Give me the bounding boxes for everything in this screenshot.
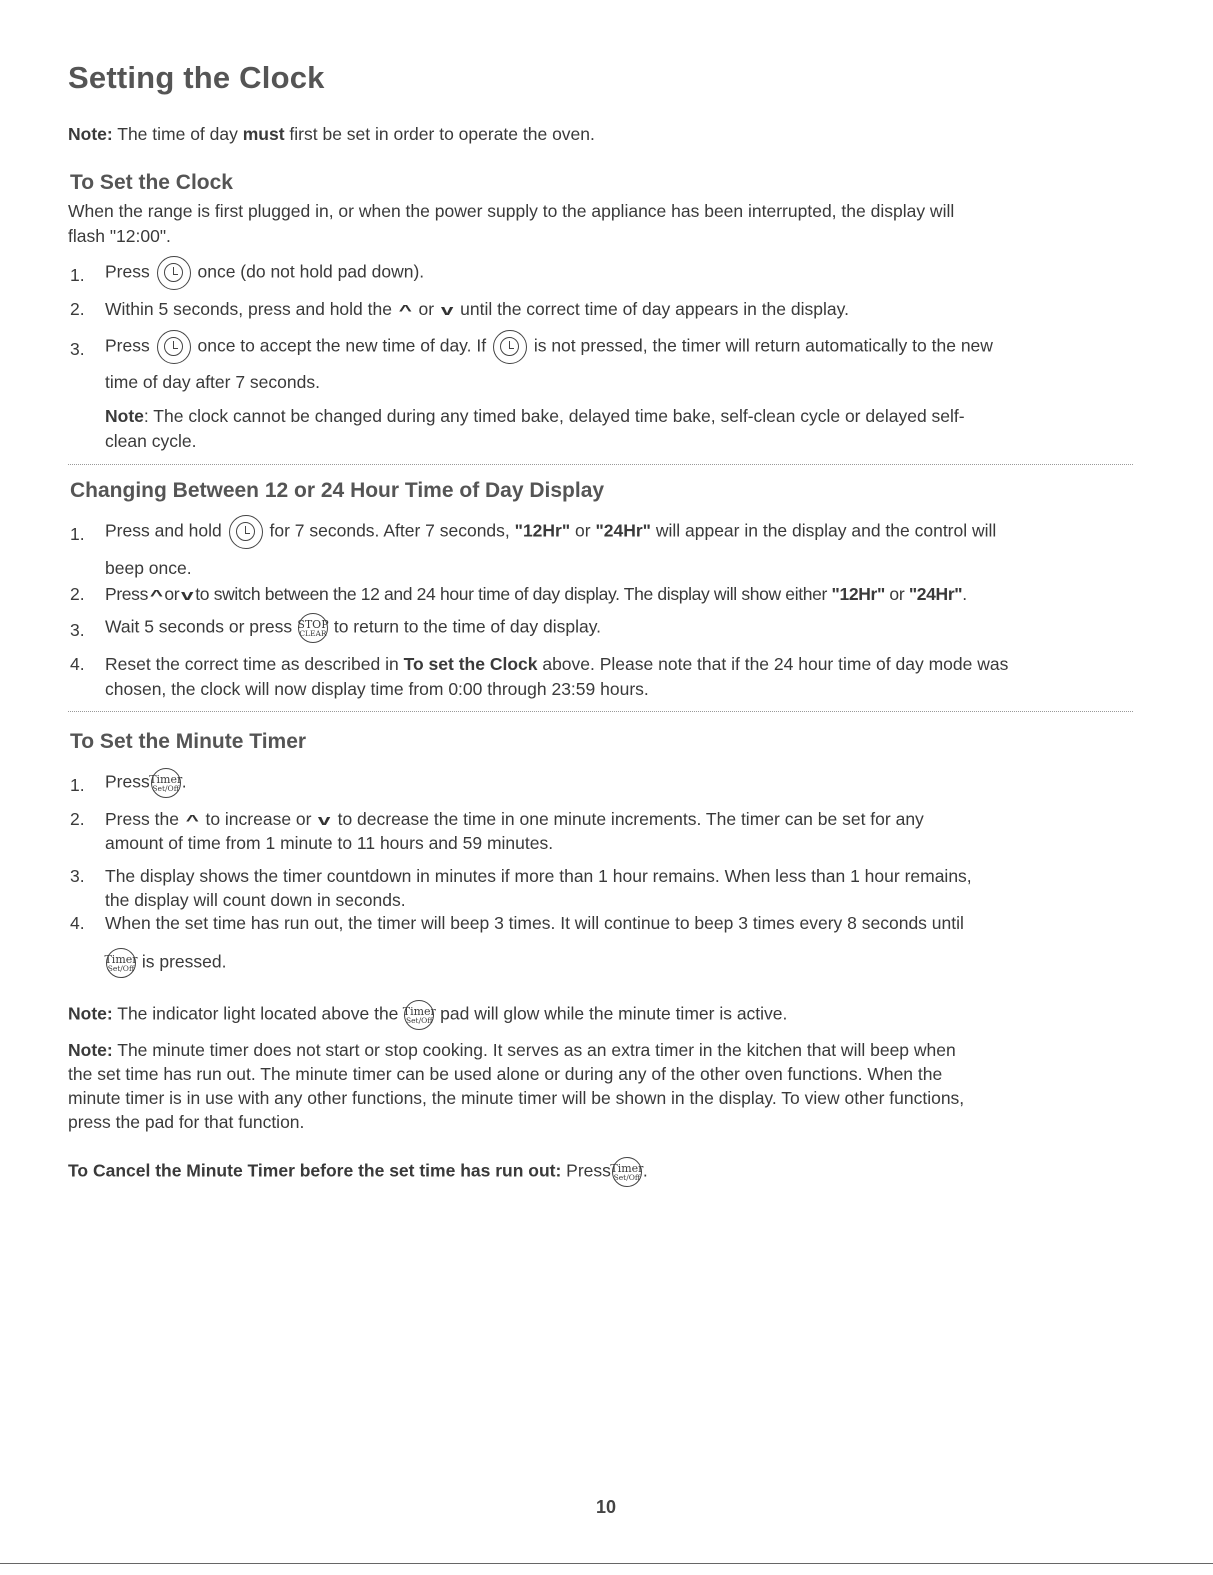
set-clock-step-3-cont: time of day after 7 seconds. [105,372,320,392]
down-arrow-icon: v [318,812,331,829]
clock-pad-icon [157,256,191,290]
stop-clear-pad-icon: STOP CLEAR [298,613,328,643]
set-clock-step-1: Press once (do not hold pad down). [105,256,1135,290]
page-number: 10 [596,1497,617,1517]
note-label: Note: [68,124,113,144]
changing-step-4-cont: chosen, the clock will now display time from 0:00 through 23:59 hours. [105,679,649,699]
changing-step-1-cont: beep once. [105,558,192,578]
timer-pad-icon: Timer Set/Off [106,948,136,978]
changing-step-2: Press ^ or v to switch between the 12 and 24 hour time of day display. The display will show either "12Hr" or "24Hr". [105,582,1145,608]
timer-pad-icon: Timer Set/Off [404,1000,434,1030]
timer-step-4-line2: Timer Set/Off is pressed. [105,948,1135,978]
timer-note-2-line4: press the pad for that function. [68,1112,305,1132]
timer-pad-icon: Timer Set/Off [151,768,181,798]
cancel-timer-instruction: To Cancel the Minute Timer before the set time has run out: Press Timer Set/Off . [68,1157,1138,1187]
clock-pad-icon [157,330,191,364]
down-arrow-icon: v [181,587,194,604]
timer-note-2-line3: minute timer is in use with any other functions, the minute timer will be shown in the display. To view other functions, [68,1088,965,1108]
timer-note-1: Note: The indicator light located above the Timer Set/Off pad will glow while the minute timer is active. [68,1000,1138,1030]
set-clock-note-line1: Note: The clock cannot be changed during any timed bake, delayed time bake, self-clean cycle or delayed self- [105,406,965,426]
section-divider [68,711,1133,712]
set-clock-heading: To Set the Clock [70,171,233,194]
timer-step-3-line1: The display shows the timer countdown in minutes if more than 1 hour remains. When less than 1 hour remains, [105,866,972,886]
set-clock-note-line2: clean cycle. [105,431,197,451]
changing-step-3: Wait 5 seconds or press STOP CLEAR to return to the time of day display. [105,613,1135,643]
timer-step-1: Press Timer Set/Off . [105,768,1135,798]
page-bottom-rule [0,1563,1213,1564]
set-clock-step-3: Press once to accept the new time of day. If is not pressed, the timer will return automatically to the new [105,330,1135,364]
clock-pad-icon [493,330,527,364]
up-arrow-icon: ^ [185,812,199,829]
section-divider [68,464,1133,465]
timer-step-4-line1: When the set time has run out, the timer will beep 3 times. It will continue to beep 3 times every 8 seconds until [105,913,964,933]
timer-step-3-line2: the display will count down in seconds. [105,890,406,910]
page-title: Setting the Clock [68,60,325,95]
timer-pad-icon: Timer Set/Off [612,1157,642,1187]
timer-step-2: Press the ^ to increase or v to decrease the time in one minute increments. The timer can be set for any [105,807,1135,833]
minute-timer-heading: To Set the Minute Timer [70,730,307,753]
changing-heading: Changing Between 12 or 24 Hour Time of Day Display [70,479,605,502]
timer-step-2-cont: amount of time from 1 minute to 11 hours and 59 minutes. [105,833,554,853]
timer-note-2-line1: Note: The minute timer does not start or stop cooking. It serves as an extra timer in the kitchen that will beep when [68,1040,956,1060]
set-clock-intro-line1: When the range is first plugged in, or when the power supply to the appliance has been interrupted, the display will [68,201,955,221]
up-arrow-icon: ^ [149,587,163,604]
clock-pad-icon [229,515,263,549]
manual-page: Setting the Clock Note: The time of day must first be set in order to operate the oven. To Set the Clock When the range is first plugged in, or when the power supply to the appliance has been interrupted, the display will flash "12:00". 1. Press once (do not hold pad down). 2. Within 5 seconds, press and hold the ^ or v until the correct time of day appears in the display. 3. Press once to accept the new time of day. If is not pressed, the timer will return automatically to the new time of day after 7 seconds. Note: The clock cannot be changed during any timed bake, delayed time bake, self-clean cycle or delayed self- clean cycle. Changing Between 12 or 24 Hour Time of Day Display 1. Press and hold for 7 seconds. After 7 seconds, "12Hr" or "24Hr" will appear in the display and the control will beep once. 2. Press ^ or v to switch between the 12 and 24 hour time of day display. The display will show either "12Hr" or "24Hr". 3. Wait 5 seconds or press STOP CLEAR to return to the time of day display. 4. Reset the correct time as described in To set the Clock above. Please note that if the 24 hour time of day mode was chosen, the clock will now display time from 0:00 through 23:59 hours. To Set the Minute Timer 1. Press Timer Set/Off . 2. Press the ^ to increase or v to decrease the time in one minute increments. The timer can be set for any amount of time from 1 minute to 11 hours and 59 minutes. 3. The display shows the timer countdown in minutes if more than 1 hour remains. When less than 1 hour remains, the display will count down in seconds. 4. When the set time has run out, the timer will beep 3 times. It will continue to beep 3 times every 8 seconds until Timer Set/Off is pressed. Note: The indicator light located above the Timer Set/Off pad will glow while the minute timer is active. Note: The minute timer does not start or stop cooking. It serves as an extra timer in the kitchen that will beep when the set time has run out. The minute timer can be used alone or during any of the other oven functions. When the minute timer is in use with any other functions, the minute timer will be shown in the display. To view other functions, press the pad for that function. To Cancel the Minute Timer before the set time has run out: Press Timer Set/Off . 10 [0,0,1213,1575]
intro-note: Note: The time of day must first be set in order to operate the oven. [68,124,595,144]
set-clock-intro-line2: flash "12:00". [68,226,171,246]
up-arrow-icon: ^ [398,302,412,319]
set-clock-step-2: Within 5 seconds, press and hold the ^ or v until the correct time of day appears in the display. [105,297,1135,323]
down-arrow-icon: v [440,302,454,319]
changing-step-4: Reset the correct time as described in To set the Clock above. Please note that if the 24 hour time of day mode was [105,654,1009,674]
changing-step-1: Press and hold for 7 seconds. After 7 seconds, "12Hr" or "24Hr" will appear in the display and the control will [105,515,1135,549]
timer-note-2-line2: the set time has run out. The minute timer can be used alone or during any of the other oven functions. When the [68,1064,943,1084]
